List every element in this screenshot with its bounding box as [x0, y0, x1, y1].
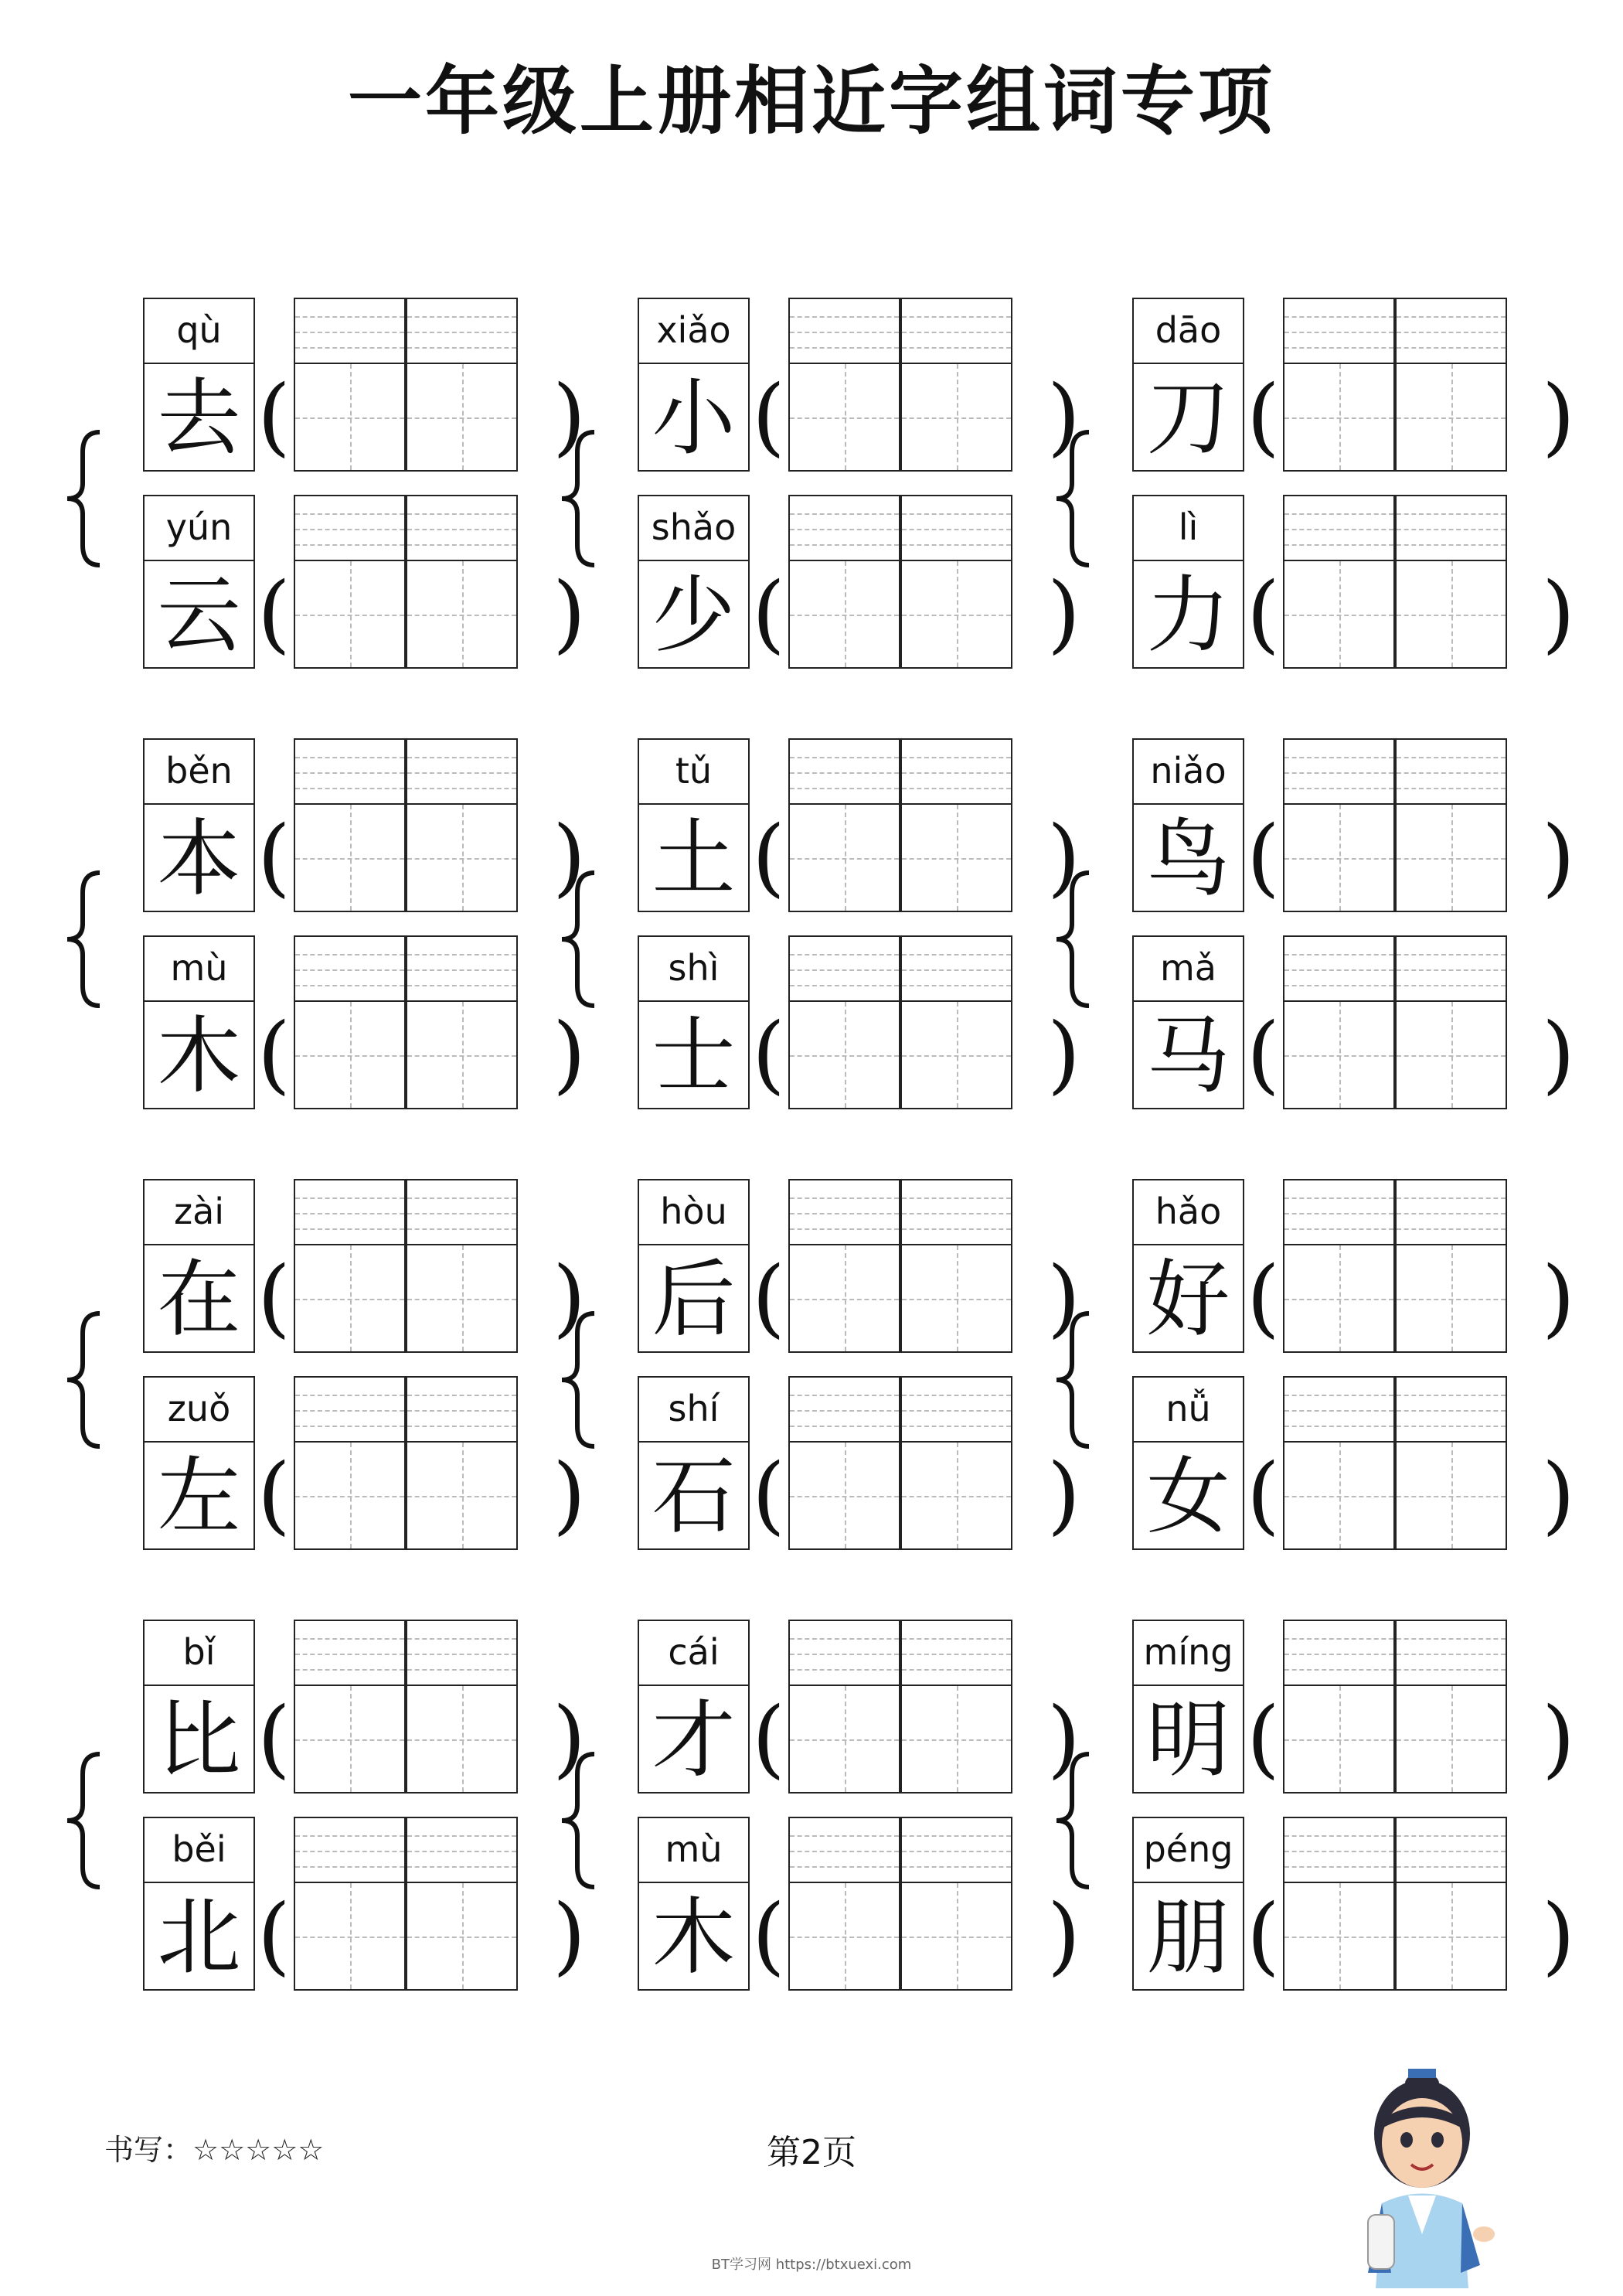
pinyin-writing-lines [900, 1817, 1012, 1882]
tian-zi-ge-grid [294, 1685, 406, 1794]
left-parenthesis: ( [1247, 807, 1280, 906]
hanzi-character: 比 [143, 1685, 255, 1794]
right-parenthesis: ) [553, 1004, 586, 1103]
char-pair-row [638, 1179, 1094, 1353]
pinyin-writing-lines [406, 738, 518, 803]
hanzi-character: 小 [638, 363, 750, 472]
answer-writing-box[interactable] [406, 298, 518, 472]
tian-zi-ge-grid [900, 1244, 1012, 1353]
left-parenthesis: ( [752, 1688, 785, 1787]
answer-writing-box[interactable] [900, 298, 1012, 472]
tian-zi-ge-grid [1395, 363, 1507, 472]
pinyin-writing-lines [788, 935, 900, 1000]
right-parenthesis: ) [1047, 1688, 1080, 1787]
curly-brace [64, 1310, 104, 1449]
pinyin-label: hòu [638, 1179, 750, 1244]
hanzi-character: 士 [638, 1000, 750, 1109]
pinyin-writing-lines [1283, 935, 1395, 1000]
right-parenthesis: ) [1542, 1445, 1575, 1544]
pinyin-label: péng [1132, 1817, 1244, 1882]
left-parenthesis: ( [752, 366, 785, 465]
pinyin-writing-lines [900, 738, 1012, 803]
pinyin-writing-lines [788, 738, 900, 803]
right-parenthesis: ) [1047, 807, 1080, 906]
right-parenthesis: ) [1047, 1004, 1080, 1103]
char-pair-group [599, 1620, 1094, 2006]
answer-writing-box[interactable] [1395, 935, 1507, 1109]
tian-zi-ge-grid [900, 1882, 1012, 1991]
left-parenthesis: ( [752, 1886, 785, 1984]
answer-writing-box[interactable] [900, 1179, 1012, 1353]
tian-zi-ge-grid [1395, 560, 1507, 669]
tian-zi-ge-grid [900, 363, 1012, 472]
tian-zi-ge-grid [406, 1441, 518, 1550]
tian-zi-ge-grid [1283, 1000, 1395, 1109]
answer-writing-box[interactable] [1395, 495, 1507, 669]
hanzi-character: 力 [1132, 560, 1244, 669]
pinyin-label: hǎo [1132, 1179, 1244, 1244]
curly-brace [1053, 870, 1094, 1009]
curly-brace [1053, 1751, 1094, 1890]
right-parenthesis: ) [553, 1886, 586, 1984]
right-parenthesis: ) [553, 366, 586, 465]
left-parenthesis: ( [1247, 1004, 1280, 1103]
right-parenthesis: ) [1542, 1688, 1575, 1787]
pinyin-writing-lines [294, 495, 406, 560]
tian-zi-ge-grid [406, 1882, 518, 1991]
pinyin-writing-lines [788, 1376, 900, 1441]
char-pair-row [1132, 935, 1588, 1109]
answer-writing-box[interactable] [788, 495, 900, 669]
answer-writing-box[interactable] [900, 1376, 1012, 1550]
char-pair-row [638, 495, 1094, 669]
answer-writing-box[interactable] [406, 1376, 518, 1550]
tian-zi-ge-grid [1283, 1882, 1395, 1991]
hanzi-character: 本 [143, 803, 255, 912]
hanzi-character: 去 [143, 363, 255, 472]
hanzi-character: 少 [638, 560, 750, 669]
tian-zi-ge-grid [900, 1000, 1012, 1109]
right-parenthesis: ) [1542, 1004, 1575, 1103]
char-pair-row [638, 738, 1094, 912]
pinyin-writing-lines [294, 1620, 406, 1685]
pinyin-writing-lines [1395, 1376, 1507, 1441]
scholar-mascot-illustration [1337, 2041, 1507, 2288]
answer-writing-box[interactable] [788, 298, 900, 472]
hanzi-character: 木 [638, 1882, 750, 1991]
tian-zi-ge-grid [406, 1000, 518, 1109]
char-pair-row [1132, 1817, 1588, 1991]
answer-writing-box[interactable] [1395, 1376, 1507, 1550]
hanzi-character: 云 [143, 560, 255, 669]
pinyin-writing-lines [294, 935, 406, 1000]
char-pair-row [143, 1179, 599, 1353]
pinyin-writing-lines [788, 298, 900, 363]
answer-writing-box[interactable] [900, 495, 1012, 669]
pinyin-label: nǚ [1132, 1376, 1244, 1441]
char-pair-row [1132, 1179, 1588, 1353]
pinyin-writing-lines [406, 1620, 518, 1685]
pinyin-label: mù [143, 935, 255, 1000]
hanzi-character: 女 [1132, 1441, 1244, 1550]
hanzi-character: 后 [638, 1244, 750, 1353]
answer-writing-box[interactable] [406, 1179, 518, 1353]
tian-zi-ge-grid [788, 560, 900, 669]
left-parenthesis: ( [1247, 1688, 1280, 1787]
pinyin-label: shí [638, 1376, 750, 1441]
pinyin-writing-lines [1395, 738, 1507, 803]
answer-writing-box[interactable] [294, 1179, 406, 1353]
right-parenthesis: ) [1047, 1248, 1080, 1347]
answer-writing-box[interactable] [294, 298, 406, 472]
tian-zi-ge-grid [294, 1441, 406, 1550]
pinyin-writing-lines [788, 1179, 900, 1244]
left-parenthesis: ( [752, 1248, 785, 1347]
pinyin-writing-lines [1283, 1179, 1395, 1244]
hanzi-character: 才 [638, 1685, 750, 1794]
char-pair-group [104, 738, 599, 1125]
pinyin-writing-lines [1395, 495, 1507, 560]
left-parenthesis: ( [257, 807, 291, 906]
pinyin-label: běi [143, 1817, 255, 1882]
char-pair-row [1132, 738, 1588, 912]
tian-zi-ge-grid [1283, 363, 1395, 472]
pinyin-writing-lines [900, 298, 1012, 363]
pinyin-label: zuǒ [143, 1376, 255, 1441]
answer-writing-box[interactable] [1283, 738, 1395, 912]
pinyin-label: niǎo [1132, 738, 1244, 803]
pinyin-writing-lines [406, 495, 518, 560]
right-parenthesis: ) [553, 1248, 586, 1347]
answer-writing-box[interactable] [1283, 935, 1395, 1109]
pinyin-writing-lines [1395, 1817, 1507, 1882]
right-parenthesis: ) [553, 1445, 586, 1544]
tian-zi-ge-grid [294, 1882, 406, 1991]
pinyin-label: míng [1132, 1620, 1244, 1685]
char-pair-row [1132, 298, 1588, 472]
char-pair-row [143, 298, 599, 472]
answer-writing-box[interactable] [294, 935, 406, 1109]
left-parenthesis: ( [752, 564, 785, 663]
left-parenthesis: ( [1247, 1445, 1280, 1544]
answer-writing-box[interactable] [294, 1817, 406, 1991]
pinyin-writing-lines [900, 935, 1012, 1000]
pinyin-writing-lines [406, 298, 518, 363]
left-parenthesis: ( [1247, 366, 1280, 465]
watermark: BT学习网 https://btxuexi.com [711, 2257, 912, 2273]
char-pair-row [638, 1620, 1094, 1794]
hanzi-character: 土 [638, 803, 750, 912]
pinyin-writing-lines [900, 495, 1012, 560]
writing-rating: 书写：☆☆☆☆☆ [104, 2133, 325, 2167]
hanzi-character: 朋 [1132, 1882, 1244, 1991]
right-parenthesis: ) [553, 807, 586, 906]
pinyin-writing-lines [294, 738, 406, 803]
left-parenthesis: ( [257, 564, 291, 663]
pinyin-writing-lines [1283, 1817, 1395, 1882]
char-pair-group [599, 1179, 1094, 1565]
hanzi-character: 好 [1132, 1244, 1244, 1353]
answer-writing-box[interactable] [1283, 1376, 1395, 1550]
answer-writing-box[interactable] [406, 1620, 518, 1794]
left-parenthesis: ( [257, 1688, 291, 1787]
hanzi-character: 明 [1132, 1685, 1244, 1794]
char-pair-group [104, 1620, 599, 2006]
pinyin-writing-lines [294, 298, 406, 363]
answer-writing-box[interactable] [788, 935, 900, 1109]
tian-zi-ge-grid [406, 1685, 518, 1794]
tian-zi-ge-grid [788, 1882, 900, 1991]
pinyin-writing-lines [1395, 298, 1507, 363]
tian-zi-ge-grid [1395, 1685, 1507, 1794]
pinyin-writing-lines [788, 1817, 900, 1882]
answer-writing-box[interactable] [788, 1179, 900, 1353]
tian-zi-ge-grid [788, 363, 900, 472]
tian-zi-ge-grid [406, 363, 518, 472]
pinyin-writing-lines [900, 1376, 1012, 1441]
answer-writing-box[interactable] [294, 1620, 406, 1794]
pinyin-writing-lines [1395, 1179, 1507, 1244]
right-parenthesis: ) [553, 564, 586, 663]
curly-brace [1053, 1310, 1094, 1449]
char-pair-row [143, 738, 599, 912]
answer-writing-box[interactable] [788, 1376, 900, 1550]
pinyin-writing-lines [788, 1620, 900, 1685]
tian-zi-ge-grid [1395, 1244, 1507, 1353]
right-parenthesis: ) [1542, 366, 1575, 465]
answer-writing-box[interactable] [294, 738, 406, 912]
hanzi-character: 石 [638, 1441, 750, 1550]
pinyin-label: shǎo [638, 495, 750, 560]
curly-brace [64, 429, 104, 568]
char-pair-group [104, 298, 599, 684]
answer-writing-box[interactable] [1395, 1179, 1507, 1353]
answer-writing-box[interactable] [406, 738, 518, 912]
left-parenthesis: ( [257, 366, 291, 465]
pinyin-label: mǎ [1132, 935, 1244, 1000]
char-pair-group [599, 738, 1094, 1125]
pinyin-label: tǔ [638, 738, 750, 803]
curly-brace [64, 1751, 104, 1890]
pinyin-writing-lines [1283, 1620, 1395, 1685]
pinyin-writing-lines [406, 935, 518, 1000]
curly-brace [559, 870, 599, 1009]
tian-zi-ge-grid [294, 1000, 406, 1109]
tian-zi-ge-grid [788, 803, 900, 912]
tian-zi-ge-grid [1283, 1685, 1395, 1794]
tian-zi-ge-grid [294, 560, 406, 669]
right-parenthesis: ) [1542, 807, 1575, 906]
tian-zi-ge-grid [294, 363, 406, 472]
right-parenthesis: ) [1542, 1886, 1575, 1984]
answer-writing-box[interactable] [406, 935, 518, 1109]
right-parenthesis: ) [1047, 564, 1080, 663]
tian-zi-ge-grid [788, 1000, 900, 1109]
tian-zi-ge-grid [1395, 1441, 1507, 1550]
pinyin-writing-lines [406, 1179, 518, 1244]
left-parenthesis: ( [1247, 1886, 1280, 1984]
hanzi-character: 鸟 [1132, 803, 1244, 912]
answer-writing-box[interactable] [1395, 1817, 1507, 1991]
answer-writing-box[interactable] [900, 738, 1012, 912]
pinyin-writing-lines [406, 1817, 518, 1882]
right-parenthesis: ) [1542, 1248, 1575, 1347]
char-pair-group [1094, 298, 1588, 684]
pinyin-writing-lines [900, 1620, 1012, 1685]
tian-zi-ge-grid [406, 803, 518, 912]
pinyin-label: mù [638, 1817, 750, 1882]
curly-brace [559, 1751, 599, 1890]
pinyin-writing-lines [1283, 738, 1395, 803]
char-pair-group [1094, 738, 1588, 1125]
pinyin-writing-lines [1283, 298, 1395, 363]
tian-zi-ge-grid [788, 1685, 900, 1794]
answer-writing-box[interactable] [1283, 1620, 1395, 1794]
pinyin-label: běn [143, 738, 255, 803]
answer-writing-box[interactable] [788, 738, 900, 912]
curly-brace [64, 870, 104, 1009]
pinyin-writing-lines [1395, 935, 1507, 1000]
tian-zi-ge-grid [788, 1441, 900, 1550]
curly-brace [559, 1310, 599, 1449]
tian-zi-ge-grid [1283, 560, 1395, 669]
pinyin-label: cái [638, 1620, 750, 1685]
pinyin-label: xiǎo [638, 298, 750, 363]
tian-zi-ge-grid [900, 803, 1012, 912]
char-pair-row [638, 1376, 1094, 1550]
hanzi-character: 刀 [1132, 363, 1244, 472]
left-parenthesis: ( [1247, 1248, 1280, 1347]
left-parenthesis: ( [257, 1248, 291, 1347]
answer-writing-box[interactable] [294, 1376, 406, 1550]
pinyin-label: bǐ [143, 1620, 255, 1685]
right-parenthesis: ) [1047, 366, 1080, 465]
hanzi-character: 木 [143, 1000, 255, 1109]
right-parenthesis: ) [1047, 1445, 1080, 1544]
pinyin-writing-lines [406, 1376, 518, 1441]
pinyin-label: dāo [1132, 298, 1244, 363]
answer-writing-box[interactable] [1283, 1179, 1395, 1353]
pinyin-writing-lines [1395, 1620, 1507, 1685]
pinyin-writing-lines [900, 1179, 1012, 1244]
left-parenthesis: ( [752, 1445, 785, 1544]
answer-writing-box[interactable] [1283, 298, 1395, 472]
answer-writing-box[interactable] [1395, 738, 1507, 912]
tian-zi-ge-grid [1283, 1244, 1395, 1353]
char-pair-group [599, 298, 1094, 684]
tian-zi-ge-grid [900, 1441, 1012, 1550]
hanzi-character: 马 [1132, 1000, 1244, 1109]
left-parenthesis: ( [752, 1004, 785, 1103]
tian-zi-ge-grid [406, 1244, 518, 1353]
char-pair-row [143, 1817, 599, 1991]
char-pair-group [104, 1179, 599, 1565]
tian-zi-ge-grid [900, 1685, 1012, 1794]
curly-brace [559, 429, 599, 568]
tian-zi-ge-grid [788, 1244, 900, 1353]
right-parenthesis: ) [1542, 564, 1575, 663]
answer-writing-box[interactable] [1395, 1620, 1507, 1794]
tian-zi-ge-grid [1283, 803, 1395, 912]
tian-zi-ge-grid [406, 560, 518, 669]
left-parenthesis: ( [257, 1004, 291, 1103]
pinyin-writing-lines [1283, 1376, 1395, 1441]
pinyin-writing-lines [294, 1376, 406, 1441]
answer-writing-box[interactable] [1283, 495, 1395, 669]
tian-zi-ge-grid [1395, 1882, 1507, 1991]
answer-writing-box[interactable] [1395, 298, 1507, 472]
char-pair-row [638, 1817, 1094, 1991]
char-pair-group [1094, 1620, 1588, 2006]
pinyin-writing-lines [1283, 495, 1395, 560]
char-pair-row [638, 298, 1094, 472]
answer-writing-box[interactable] [788, 1620, 900, 1794]
answer-writing-box[interactable] [788, 1817, 900, 1991]
tian-zi-ge-grid [1395, 803, 1507, 912]
char-pair-row [1132, 495, 1588, 669]
answer-writing-box[interactable] [1283, 1817, 1395, 1991]
tian-zi-ge-grid [900, 560, 1012, 669]
left-parenthesis: ( [257, 1445, 291, 1544]
char-pair-row [638, 935, 1094, 1109]
pinyin-label: lì [1132, 495, 1244, 560]
char-pair-group [1094, 1179, 1588, 1565]
left-parenthesis: ( [752, 807, 785, 906]
left-parenthesis: ( [1247, 564, 1280, 663]
left-parenthesis: ( [257, 1886, 291, 1984]
char-pair-row [143, 1376, 599, 1550]
tian-zi-ge-grid [294, 803, 406, 912]
curly-brace [1053, 429, 1094, 568]
hanzi-character: 在 [143, 1244, 255, 1353]
pinyin-writing-lines [294, 1179, 406, 1244]
pinyin-label: zài [143, 1179, 255, 1244]
page-number: 第2页 [767, 2133, 856, 2172]
char-pair-row [143, 935, 599, 1109]
answer-writing-box[interactable] [900, 935, 1012, 1109]
pinyin-label: shì [638, 935, 750, 1000]
answer-writing-box[interactable] [900, 1620, 1012, 1794]
char-pair-row [1132, 1620, 1588, 1794]
tian-zi-ge-grid [1283, 1441, 1395, 1550]
char-pair-row [1132, 1376, 1588, 1550]
answer-writing-box[interactable] [406, 495, 518, 669]
char-pair-row [143, 1620, 599, 1794]
answer-writing-box[interactable] [406, 1817, 518, 1991]
answer-writing-box[interactable] [294, 495, 406, 669]
pinyin-label: yún [143, 495, 255, 560]
pinyin-writing-lines [294, 1817, 406, 1882]
right-parenthesis: ) [553, 1688, 586, 1787]
pinyin-label: qù [143, 298, 255, 363]
tian-zi-ge-grid [294, 1244, 406, 1353]
right-parenthesis: ) [1047, 1886, 1080, 1984]
hanzi-character: 左 [143, 1441, 255, 1550]
hanzi-character: 北 [143, 1882, 255, 1991]
pinyin-writing-lines [788, 495, 900, 560]
page-title: 一年级上册相近字组词专项 [348, 58, 1275, 145]
char-pair-row [143, 495, 599, 669]
tian-zi-ge-grid [1395, 1000, 1507, 1109]
answer-writing-box[interactable] [900, 1817, 1012, 1991]
